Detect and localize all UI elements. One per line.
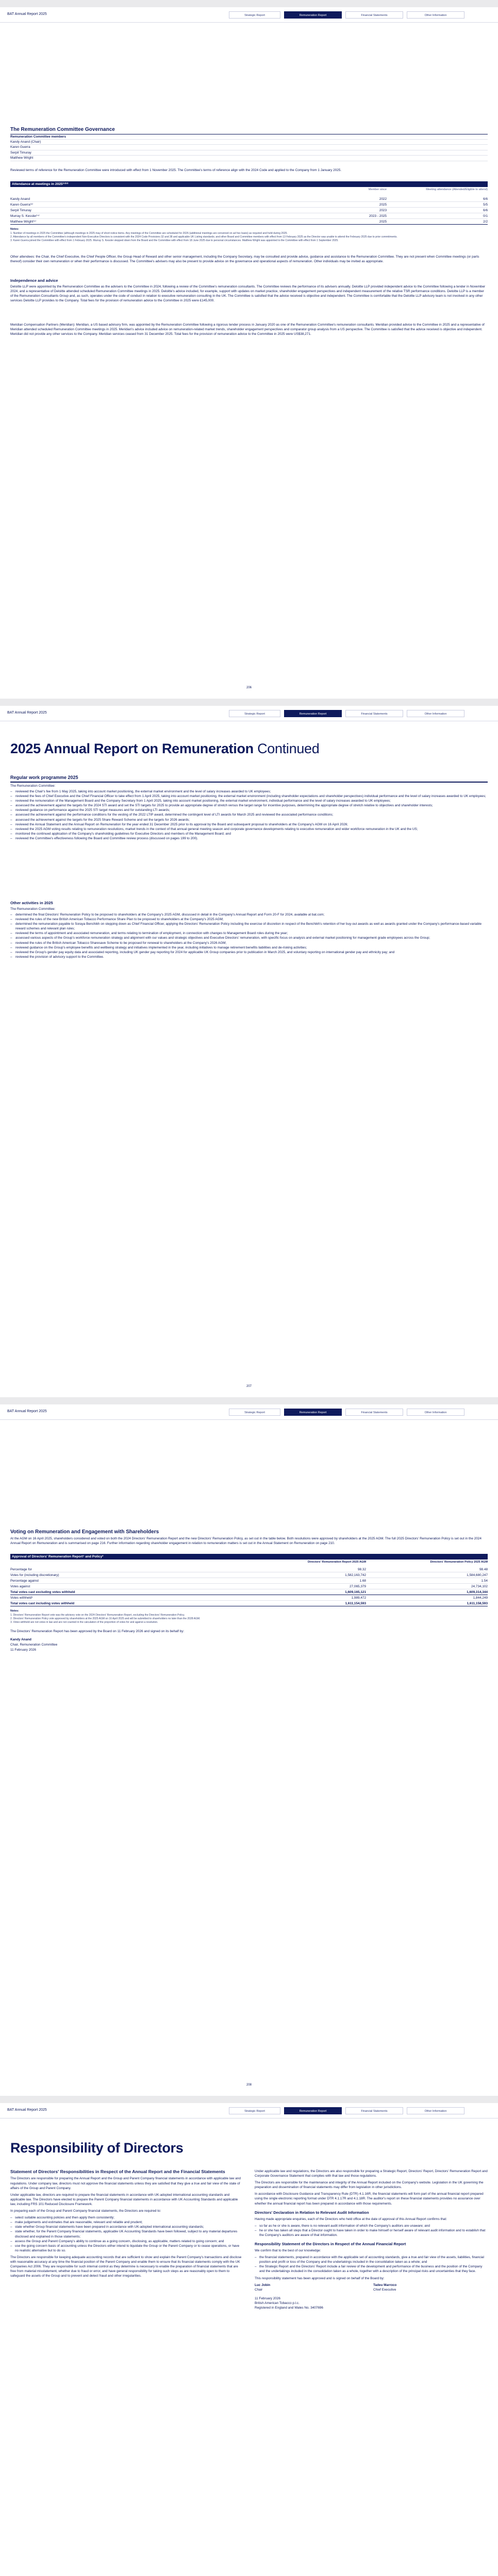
signer-role: Chair (255, 2287, 263, 2292)
regular-work-list (10, 789, 488, 841)
meridian-text: Meridian Compensation Partners (Meridian): Meridian, a US based advisory firm, was appointed by the Remuneration Committee following a rigorous tender process in January 2020 as one of the Remuneration Committee's remuneration consultants. Meridian provided advice to the Committee in 2025 and a representative of Meridian attended scheduled Remuneration Committee meetings in 2025. Meridian's advice included advice on remuneration-related market trends, shareholder engagement perspectives and comparator group analysis from a US perspective. The Committee is satisfied that the advice received is objective and independent. Meridian did not provide any other services to the Company. Meridian services ceased from 31 December 2025. Total fees for the provision of remuneration advice to the Committee in 2025 were US$38,271. (10, 323, 485, 336)
attendance-since: 2023 - 2025 (369, 214, 387, 218)
vote-policy-value: 24,734,102 (471, 1585, 488, 1588)
tab-strategic-report[interactable]: Strategic Report (229, 2107, 280, 2114)
sign-date: 11 February 2026 (255, 2296, 280, 2300)
note-item: 1. Number of meetings in 2025 the Committee (although meetings in 2025 may of short notice items. Any meetings of the Committee are scheduled for 2026 (additional meetings are convened on ad hoc basis) as required and held during 2025. (10, 231, 288, 235)
attendance-row (10, 214, 488, 219)
signer-role: Chair, Remuneration Committee (10, 1643, 58, 1647)
independence-title: Independence and advice (10, 278, 58, 283)
paragraph: The Directors are responsible for the maintenance and integrity of the Annual Report included on the Company's website. Legislation in the UK governing the preparation and dissemination of financial statements may differ from legislation in other jurisdictions. (255, 2181, 484, 2190)
tab-remuneration-report[interactable]: Remuneration Report (284, 710, 342, 717)
tab-other-information[interactable]: Other Information (407, 710, 464, 717)
vote-policy-value: 1,611,158,593 (467, 1602, 488, 1605)
page-3 (0, 1404, 498, 2096)
other-attendees: Other attendees: the Chair, the Chief Executive, the Chief People Officer, the Group Head of Reward and other senior management, including the Company Secretary, may be consulted and provide advice, guidance and assistance to the Remuneration Committee. They are not present when Committee meetings (or parts thereof) consider their own remuneration or when their performance is discussed. The Committee's advisers may also be present to provide advice on the governance and operational aspects of remuneration. Other individuals may be invited as appropriate. (10, 255, 479, 264)
other-intro: The Remuneration Committee: (10, 907, 56, 911)
approval-header (10, 1561, 488, 1566)
list-item: – select suitable accounting policies and then apply them consistently; (10, 2215, 242, 2220)
declaration-heading: Directors' Declaration in Relation to Relevant Audit Information (255, 2210, 369, 2215)
brand-label[interactable]: BAT Annual Report 2025 (7, 12, 47, 16)
top-nav (0, 1404, 498, 1420)
list-item: – reviewed the fees of Chief Executive and the Chief Financial Officer to take effect from 1 April 2025, taking into account market positioning, the external market environment (including shareholder expectations and shareholder perspectives) individual performance and the level of salary increases awarded to UK employees; (10, 794, 488, 799)
list-item: – reviewed the remuneration of the Management Board and the Company Secretary from 1 April 2025, taking into account market positioning, the external market environment, individual performance and the level of salary increases awarded to UK employees; (10, 799, 488, 803)
list-item: – monitored the continued application of the Company's shareholding guidelines for Executive Directors and members of the Management Board; and (10, 832, 488, 836)
attendance-header-since: Member since (368, 188, 387, 191)
list-item: – reviewed the Annual Statement and the Annual Report on Remuneration for the year ended 31 December 2025 prior to its approval by the Board and subsequent proposal to shareholders at the Company's AGM on 16 April 2026; (10, 822, 488, 827)
note-item: 1. Directors' Remuneration Report vote was the advisory vote on the 2024 Directors' Remuneration Report, excluding the Directors' Remuneration Policy. (10, 1613, 185, 1617)
vote-row (10, 1573, 488, 1578)
brand-label[interactable]: BAT Annual Report 2025 (7, 711, 47, 715)
tab-other-information[interactable]: Other Information (407, 2107, 464, 2114)
list-item: – determined the final Directors' Remuneration Policy to be proposed to shareholders at the Company's 2025 AGM, discussed in detail in the Company's Annual Report and Form 20-F for 2024, available at bat.com; (10, 912, 488, 917)
committee-members-list (10, 134, 488, 161)
list-item: – assess the Group and Parent Company's ability to continue as a going concern, disclosing, as applicable, matters related to going concern; and (10, 2239, 242, 2244)
list-item: – reviewed the provision of advisory support to the Committee. (10, 955, 488, 959)
page-number: 206 (246, 686, 252, 689)
vote-report-value: 98.32 (358, 1568, 366, 1571)
signatures (255, 2283, 488, 2296)
registration: Registered in England and Wales No. 3407696 (255, 2306, 323, 2310)
tab-financial-statements[interactable]: Financial Statements (345, 2107, 403, 2114)
signer-name: Kandy Anand (10, 1638, 31, 1641)
list-item: – make judgements and estimates that are reasonable, relevant and reliable and prudent; (10, 2220, 242, 2225)
brand-label[interactable]: BAT Annual Report 2025 (7, 2108, 47, 2112)
tab-strategic-report[interactable]: Strategic Report (229, 1409, 280, 1416)
vote-row (10, 1579, 488, 1584)
vote-report-value: 1,989,472 (351, 1596, 366, 1600)
responsibility-col-left (10, 2169, 242, 2280)
page-title-suffix: Continued (257, 741, 320, 756)
attendance-row (10, 202, 488, 208)
list-item: – assessed various aspects of the Group's workforce remuneration strategy and alignment with our values and strategic objectives and Executive Directors' remuneration, with specific focus on analysis and external market positioning for management grade employees across the Group; (10, 936, 488, 940)
vote-label: Total votes cast excluding votes withheld (10, 1590, 75, 1594)
tab-financial-statements[interactable]: Financial Statements (345, 11, 403, 19)
list-item: – reviewed guidance on the Group's employee benefits and wellbeing strategy and initiatives implemented in the year, including initiatives to manage retirement benefits liabilities and de-risking activities; (10, 945, 488, 950)
attendance-header (10, 188, 488, 195)
list-item: – determined the remuneration payable to Soraya Benchikh on stepping down as Chief Financial Officer, applying the Directors' Remuneration Policy including the exercise of discretion in respect of the Benchikh's retention of her buy-out awards as well as awards granted under the Company's performance-based variable reward schemes and relevant plan rules; (10, 922, 488, 931)
note-item: 2. Directors' Remuneration Policy vote approved by shareholders at the 2025 AGM on 16 April 2025 and will be submitted to shareholders no later than the 2028 AGM. (10, 1617, 201, 1621)
attendance-value: 6/6 (483, 197, 488, 201)
vote-label: Percentage for (10, 1568, 32, 1571)
attendance-row (10, 219, 488, 225)
paragraph: In preparing each of the Group and Parent Company financial statements, the Directors are required to: (10, 2209, 161, 2213)
tab-other-information[interactable]: Other Information (407, 1409, 464, 1416)
paragraph: This responsibility statement has been approved and is signed on behalf of the Board by: (255, 2276, 385, 2280)
signer-block (255, 2283, 270, 2292)
vote-report-value: 1,582,163,742 (345, 1573, 366, 1577)
notes-heading: Notes: (10, 228, 19, 231)
vote-policy-value: 1,609,314,344 (467, 1590, 488, 1594)
vote-report-value: 1.68 (359, 1579, 366, 1583)
list-item: – reviewed the Committee's effectiveness following the Board and Committee review process (discussed on pages 199 to 200). (10, 836, 488, 841)
declaration-list (255, 2224, 488, 2238)
vote-label: Total votes cast including votes withheld (10, 1602, 75, 1605)
signer-name: Luc Jobin (255, 2283, 271, 2287)
paragraph: In accordance with Disclosure Guidance and Transparency Rule (DTR) 4.1.16R, the financial statements will form part of the annual financial report prepared using the single electronic reporting format under DTR 4.1.17R and 4.1.18R. The auditor's report on these financial statements provides no assurance over whether the annual financial report has been prepared in accordance with those requirements. (255, 2192, 484, 2206)
requirements-list (10, 2215, 242, 2253)
vote-row (10, 1601, 488, 1606)
page-number: 207 (246, 1385, 252, 1388)
page-2 (0, 706, 498, 1397)
vote-row (10, 1590, 488, 1595)
signer-block (373, 2283, 396, 2292)
confirm-list (255, 2255, 488, 2274)
voting-intro: At the AGM on 16 April 2025, shareholders considered and voted on both the 2024 Directors' Remuneration Report and the new Directors' Remuneration Policy, as set out in the table below. Both resolutions were approved by shareholders at the 2025 AGM. The full 2025 Directors' Remuneration Policy is set out in the 2024 Annual Report on Remuneration and is summarised on page 216. Further information regarding shareholder engagement in relation to remuneration matters is set out in the Annual Statement on Remuneration on page 210. (10, 1537, 482, 1546)
list-item: – assessed the achievement against the targets for the 2024 STI award and set the STI targets for 2025 to provide an appropriate degree of stretch versus the target range for incentive purposes, determining the appropriate degree of stretch relative to objectives and shareholder interests; (10, 803, 488, 808)
company-name: British American Tobacco p.l.c. (255, 2301, 300, 2305)
page-number: 208 (246, 2083, 252, 2087)
tab-other-information[interactable]: Other Information (407, 11, 464, 19)
approval-statement: The Directors' Remuneration Report has been approved by the Board on 11 February 2026 and signed on its behalf by: (10, 1630, 185, 1633)
tab-remuneration-report[interactable]: Remuneration Report (284, 11, 342, 19)
member-row: Serpil Timuray (10, 150, 488, 156)
attendance-name: Serpil Timuray (10, 209, 31, 212)
attendance-name: Karen Guerra⁽³⁾ (10, 203, 33, 207)
page-4 (0, 2103, 498, 2576)
list-item: – reviewed guidance on performance against the 2025 STI target measures and for outstanding LTI awards; (10, 808, 488, 812)
paragraph: Having made appropriate enquiries, each of the Directors who held office at the date of approval of this Annual Report confirms that: (255, 2217, 447, 2221)
list-item: – state whether, for the Parent Company financial statements, applicable UK Accounting Standards have been followed, subject to any material departures disclosed and explained in those statements; (10, 2229, 242, 2239)
tab-strategic-report[interactable]: Strategic Report (229, 710, 280, 717)
paragraph: We confirm that to the best of our knowledge: (255, 2249, 321, 2253)
vote-row (10, 1596, 488, 1601)
attendance-value: 0/1 (483, 214, 488, 218)
member-row: Kandy Anand (Chair) (10, 140, 488, 145)
note-item: 2. Attendance by all members of the Committee's independent Non-Executive Directors is consistent with the 2024 Code Provisions 32 and 38 and applicable UK Listing standards; and other Board and Committee members with effect from 13 February 2025 as the Director was unable to attend the February 2025 due to prior commitments. (10, 235, 397, 239)
members-header: Remuneration Committee members (10, 134, 488, 140)
top-nav (0, 706, 498, 721)
attendance-since: 2023 (379, 209, 387, 212)
member-row: Karen Guerra (10, 145, 488, 150)
vote-policy-value: 1,584,680,247 (467, 1573, 488, 1577)
list-item: – assessed the achievement against the targets for the 2025 Share Reward Scheme and set the targets for 2026 awards; (10, 818, 488, 822)
attendance-value: 2/2 (483, 220, 488, 224)
list-item: – he or she has taken all steps that a Director ought to have taken in order to make himself or herself aware of relevant audit information and to establish that the Company's auditors are aware of that information. (255, 2228, 488, 2238)
vote-label: Votes withheld³ (10, 1596, 33, 1600)
attendance-header-attendance: Meeting attendance (Attended/Eligible to attend) (426, 188, 488, 191)
vote-row (10, 1584, 488, 1589)
col-header-policy: Directors' Remuneration Policy 2025 AGM (430, 1561, 488, 1564)
list-item: – assessed the achievement against the performance conditions for the vesting of the 2022 LTIP award, determined the contingent level of LTI awards for March 2025 and reviewed the associated performance conditions; (10, 812, 488, 817)
attendance-notes (10, 228, 488, 243)
tab-financial-statements[interactable]: Financial Statements (345, 1409, 403, 1416)
list-item: – reviewed the Group's gender pay equity data and associated reporting, including UK gender pay reporting for 2024 for applicable UK Group companies prior to publication in March 2025, and voluntary reporting on international gender pay and ethnicity pay; and (10, 950, 488, 955)
paragraph: Under applicable law and regulations, the Directors are also responsible for preparing a Strategic Report, Directors' Report, Directors' Remuneration Report and Corporate Governance Statement that complies with that law and those regulations. (255, 2170, 488, 2178)
attendance-name: Kandy Anand (10, 197, 30, 201)
paragraph: The Directors are responsible for preparing the Annual Report and the Group and Parent Company financial statements in accordance with applicable law and regulations. Under company law, directors must not approve the financial statements unless they are satisfied that they give a true and fair view of the state of affairs of the Group and Parent Company. (10, 2177, 241, 2190)
attendance-table-title: Attendance at meetings in 2025⁽¹⁾⁽²⁾ (10, 181, 488, 187)
attendance-value: 6/6 (483, 209, 488, 212)
attendance-row (10, 208, 488, 213)
paragraph: The Directors are responsible for keeping adequate accounting records that are sufficient to show and explain the Parent Company's transactions and disclose with reasonable accuracy at any time the financial position of the Parent Company and enable them to ensure that its financial statements comply with the UK Companies Act 2006. They are responsible for such internal control as they determine is necessary to enable the preparation of financial statements that are free from material misstatement, whether due to fraud or error, and have general responsibility for taking such steps as are reasonably open to them to safeguard the assets of the Group and to prevent and detect fraud and other irregularities. (10, 2255, 242, 2278)
attendance-since: 2022 (379, 197, 387, 201)
tab-strategic-report[interactable]: Strategic Report (229, 11, 280, 19)
regular-work-title: Regular work programme 2025 (10, 775, 78, 780)
brand-label[interactable]: BAT Annual Report 2025 (7, 1410, 47, 1413)
vote-policy-value: 98.48 (479, 1568, 488, 1571)
vote-report-value: 1,609,165,121 (345, 1590, 366, 1594)
note-item: 3. Votes withheld are not votes in law and are not counted in the calculation of the proportion of votes for and against a resolution. (10, 1621, 158, 1624)
approval-table-title: Approval of Directors' Remuneration Report¹ and Policy² (10, 1554, 488, 1560)
sign-date: 11 February 2026 (10, 1648, 36, 1652)
statement-heading: Statement of Directors' Responsibilities in Respect of the Annual Report and the Financial Statements (10, 2169, 225, 2174)
list-item: – the Strategic Report and the Directors' Report include a fair review of the development and performance of the business and the position of the Company and the undertakings included in the consolidation taken as a whole, together with a description of the principal risks and uncertainties that they face. (255, 2264, 488, 2274)
independence-text: Deloitte LLP were appointed by the Remuneration Committee as the advisers to the Committee in 2024, following a review of the Committee's remuneration consultants. The Committee reviews the performance of its advisers annually. Deloitte LLP provided independent advice to the Committee following a tender in November 2024, and a representative of Deloitte attended scheduled Remuneration Committee meetings in 2025. Deloitte's advice included, for example, support with updates on market practice, shareholder engagement perspectives and independent measurement of the relative TSR performance conditions. Deloitte LLP is a member of the Remuneration Consultants Group and, as such, operates under the code of conduct in relation to executive remuneration consulting in the UK. The Committee is satisfied that the advice received is objective and independent. The Committee is comfortable that the Deloitte LLP advisory team is not involved in any other services Deloitte LLP provides to the Company. Total fees for the provision of remuneration advice to the Committee in 2025 were £145,000. (10, 285, 486, 303)
other-activities-list (10, 912, 488, 959)
voting-notes (10, 1609, 488, 1625)
list-item: – reviewed the terms of appointment and associated remuneration, and terms relating to termination of employment, in connection with changes to Management Board roles during the year; (10, 931, 488, 936)
signer-role: Chief Executive (373, 2287, 396, 2292)
list-item: – use the going concern basis of accounting unless the Directors either intend to liquidate the Group or the Parent Company or to cease operations, or have no realistic alternative but to do so. (10, 2244, 242, 2253)
voting-title: Voting on Remuneration and Engagement with Shareholders (10, 1529, 159, 1535)
attendance-since: 2025 (379, 220, 387, 224)
vote-report-value: 1,611,154,593 (345, 1602, 366, 1605)
top-nav (0, 2103, 498, 2119)
list-item: – the financial statements, prepared in accordance with the applicable set of accounting standards, give a true and fair view of the assets, liabilities, financial position and profit or loss of the Company and the undertakings included in the consolidation taken as a whole; and (255, 2255, 488, 2264)
top-nav (0, 7, 498, 23)
col-header-report: Directors' Remuneration Report 2025 AGM (307, 1561, 366, 1564)
note-item: 3. Karen Guerra joined the Committee with effect from 1 February 2025. Murray S. Kessler stepped down from the Board and the Committee with effect from 18 June 2025 due to personal circumstances. Matthew Wright was appointed to the Committee with effect from 1 September 2025. (10, 239, 339, 243)
page-title-main: 2025 Annual Report on Remuneration (10, 741, 254, 756)
signer-name: Tadeu Marroco (373, 2283, 397, 2287)
vote-label: Percentage against (10, 1579, 39, 1583)
list-item: – reviewed the Chair's fee from 1 May 2025, taking into account market positioning, the external market environment and the level of salary increases awarded to UK employees; (10, 789, 488, 794)
other-activities-title: Other activities in 2025 (10, 901, 53, 905)
vote-policy-value: 1,844,249 (473, 1596, 488, 1600)
member-row: Matthew Wright (10, 156, 488, 161)
attendance-value: 5/5 (483, 203, 488, 207)
responsibility-statement-heading: Responsibility Statement of the Directors in Respect of the Annual Financial Report (255, 2242, 406, 2247)
tab-remuneration-report[interactable]: Remuneration Report (284, 2107, 342, 2114)
list-item: – reviewed the 2025 AGM voting results relating to remuneration resolutions, market trends in the context of that annual general meeting season and corporate governance developments relating to executive remuneration and wider workforce remuneration in the UK and the US; (10, 827, 488, 832)
committee-title: The Remuneration Committee Governance (10, 127, 115, 132)
page-title (10, 741, 319, 757)
vote-report-value: 27,065,379 (350, 1585, 366, 1588)
attendance-since: 2025 (379, 203, 387, 207)
notes-heading: Notes: (10, 1609, 19, 1613)
terms-intro: Reviewed terms of reference for the Remuneration Committee were introduced with effect from 1 November 2025. The Committee's terms of reference align with the 2024 Code and applied to the Company from 1 January 2025. (10, 168, 342, 172)
page-1 (0, 7, 498, 699)
attendance-row (10, 197, 488, 202)
list-item: – reviewed the rules of the British American Tobacco Sharesave Scheme to be proposed for renewal to shareholders at the Company's 2026 AGM; (10, 941, 488, 945)
vote-label: Votes for (including discretionary) (10, 1573, 59, 1577)
list-item: – so far as he or she is aware, there is no relevant audit information of which the Company's auditors are unaware; and (255, 2224, 488, 2228)
regular-intro: The Remuneration Committee: (10, 784, 56, 788)
list-item: – state whether Group financial statements have been prepared in accordance with UK-adopted international accounting standards; (10, 2225, 242, 2229)
tab-financial-statements[interactable]: Financial Statements (345, 710, 403, 717)
section-rule (10, 782, 488, 783)
vote-label: Votes against (10, 1585, 30, 1588)
list-item: – reviewed the rules of the new British American Tobacco Performance Share Plan to be proposed to shareholders at the Company's 2025 AGM; (10, 917, 488, 922)
responsibility-col-right (255, 2169, 488, 2310)
vote-row (10, 1567, 488, 1572)
page-title: Responsibility of Directors (10, 2140, 184, 2156)
tab-remuneration-report[interactable]: Remuneration Report (284, 1409, 342, 1416)
paragraph: Under applicable law, directors are required to prepare the financial statements in accordance with UK-adopted international accounting standards and applicable law. The Directors have elected to prepare the Parent Company financial statements in accordance with UK Accounting Standards and applicable law, including FRS 101 Reduced Disclosure Framework. (10, 2193, 238, 2206)
attendance-name: Matthew Wright⁽⁵⁾ (10, 220, 37, 224)
attendance-name: Murray S. Kessler⁽⁴⁾ (10, 214, 40, 218)
vote-policy-value: 1.54 (481, 1579, 488, 1583)
